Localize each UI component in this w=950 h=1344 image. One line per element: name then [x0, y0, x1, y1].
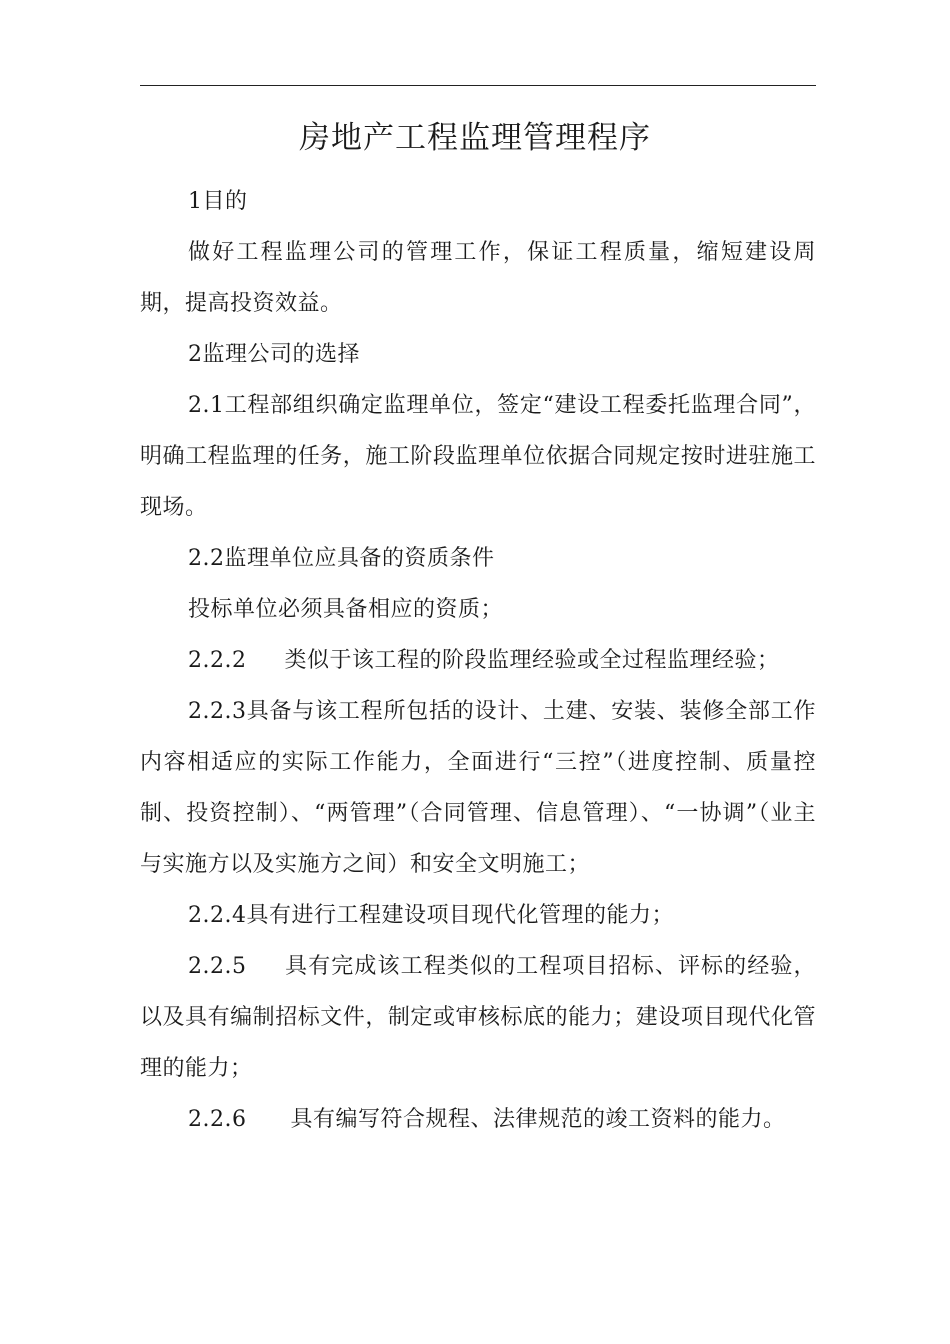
item-number: 2.2.6	[188, 1107, 247, 1132]
paragraph-2-2-3: 2.2.3具备与该工程所包括的设计、土建、安装、装修全部工作内容相适应的实际工作能力，全面进行“三控”（进度控制、质量控制、投资控制）、“两管理”（合同管理、信息管理）、“一协调”（业主与实施方以及实施方之间）和安全文明施工；	[140, 699, 816, 877]
section-heading-2: 2监理公司的选择	[188, 342, 360, 367]
paragraph-2-1: 2.1工程部组织确定监理单位，签定“建设工程委托监理合同”，明确工程监理的任务，施工阶段监理单位依据合同规定按时进驻施工现场。	[140, 393, 816, 520]
paragraph-purpose: 做好工程监理公司的管理工作，保证工程质量，缩短建设周期，提高投资效益。	[140, 240, 816, 316]
paragraph-2-2-4: 2.2.4具有进行工程建设项目现代化管理的能力；	[188, 903, 674, 928]
item-text: 类似于该工程的阶段监理经验或全过程监理经验；	[284, 648, 780, 673]
section-heading-1: 1目的	[188, 189, 248, 214]
page-title: 房地产工程监理管理程序	[299, 120, 651, 156]
header-rule	[140, 85, 816, 86]
item-text: 具有编写符合规程、法律规范的竣工资料的能力。	[290, 1107, 786, 1132]
item-text: 具有完成该工程类似的工程项目招标、评标的经验，以及具有编制招标文件，制定或审核标底的能力；建设项目现代化管理的能力；	[140, 954, 816, 1081]
item-number: 2.2.2	[188, 648, 247, 673]
paragraph-2-2-6	[140, 1094, 816, 1145]
paragraph-2-2-body: 投标单位必须具备相应的资质；	[188, 597, 504, 622]
paragraph-2-2-5	[140, 941, 816, 1094]
section-heading-2-2: 2.2监理单位应具备的资质条件	[188, 546, 495, 571]
document-body	[140, 176, 816, 1145]
item-number: 2.2.5	[188, 954, 247, 979]
paragraph-2-2-2	[140, 635, 816, 686]
